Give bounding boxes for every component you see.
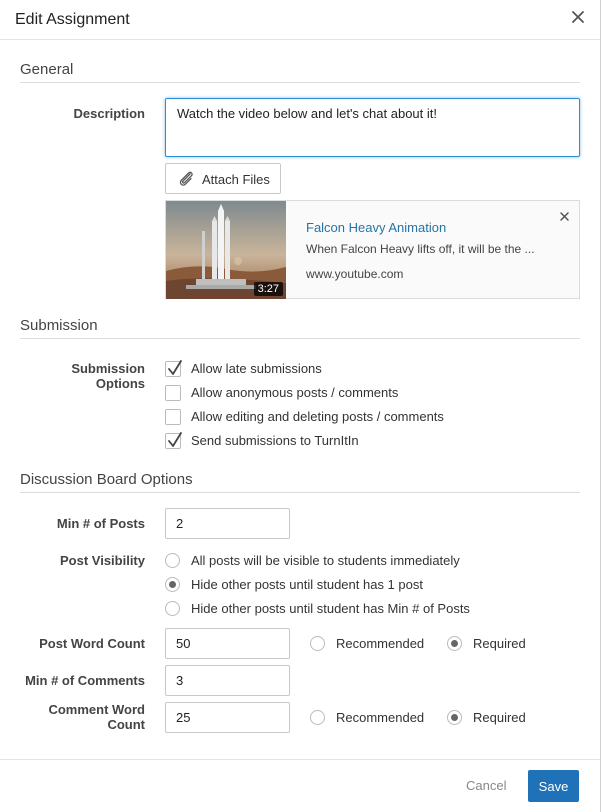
section-divider [20,82,580,83]
dialog-footer [0,759,600,812]
dialog-header [0,0,600,40]
section-title-general: General [20,61,74,78]
section-title-submission: Submission [20,317,98,334]
attach-files-button[interactable] [165,163,281,194]
min-comments-label: Min # of Comments [25,673,145,688]
checkmark-icon [167,359,183,377]
min-posts-label: Min # of Posts [56,516,145,531]
visibility-min-posts-label: Hide other posts until student has Min # of Posts [191,601,470,616]
submission-options-label: Submission Options [71,361,145,391]
comment-word-count-label-line2: Count [107,717,145,732]
comment-word-count-recommended-label: Recommended [336,710,425,725]
comment-word-count-label [20,702,145,732]
post-word-count-input[interactable] [165,628,290,659]
post-word-count-recommended-radio[interactable] [310,636,325,651]
visibility-immediate-radio[interactable] [165,553,180,568]
checkmark-icon [167,431,183,449]
paperclip-icon [178,171,196,190]
remove-link-icon[interactable] [559,210,570,221]
section-title-discussion: Discussion Board Options [20,471,193,488]
save-button[interactable]: Save [528,770,579,802]
turnitin-checkbox[interactable] [165,433,181,449]
comment-word-count-recommended-radio[interactable] [310,710,325,725]
video-thumbnail[interactable] [166,201,286,299]
description-label: Description [73,106,145,121]
link-title[interactable]: Falcon Heavy Animation [306,220,447,235]
visibility-one-post-label: Hide other posts until student has 1 post [191,577,423,592]
comment-word-count-required-label: Required [473,710,526,725]
allow-editing-label: Allow editing and deleting posts / comments [191,409,444,424]
comment-word-count-required-radio[interactable] [447,710,462,725]
min-posts-input[interactable] [165,508,290,539]
allow-anonymous-checkbox[interactable] [165,385,181,401]
post-word-count-label: Post Word Count [39,636,145,651]
attach-files-label: Attach Files [202,172,270,187]
description-input[interactable]: Watch the video below and let's chat about it! [165,98,580,157]
min-comments-input[interactable] [165,665,290,696]
allow-anonymous-label: Allow anonymous posts / comments [191,385,399,400]
visibility-one-post-radio[interactable] [165,577,180,592]
comment-word-count-input[interactable] [165,702,290,733]
link-description: When Falcon Heavy lifts off, it will be the ... [306,242,535,256]
section-divider [20,492,580,493]
video-duration: 3:27 [254,282,283,296]
post-word-count-required-radio[interactable] [447,636,462,651]
close-icon[interactable] [570,9,586,25]
section-divider [20,338,580,339]
turnitin-label: Send submissions to TurnItIn [191,433,359,448]
allow-late-checkbox[interactable] [165,361,181,377]
post-word-count-recommended-label: Recommended [336,636,425,651]
visibility-immediate-label: All posts will be visible to students immediately [191,553,460,568]
dialog-title: Edit Assignment [15,11,130,28]
allow-editing-checkbox[interactable] [165,409,181,425]
comment-word-count-label-line1: Comment Word [48,702,145,717]
link-url: www.youtube.com [306,267,404,281]
post-word-count-required-label: Required [473,636,526,651]
visibility-min-posts-radio[interactable] [165,601,180,616]
link-preview-card [165,200,580,299]
allow-late-label: Allow late submissions [191,361,322,376]
cancel-button[interactable]: Cancel [466,778,507,793]
post-visibility-label: Post Visibility [59,553,145,568]
